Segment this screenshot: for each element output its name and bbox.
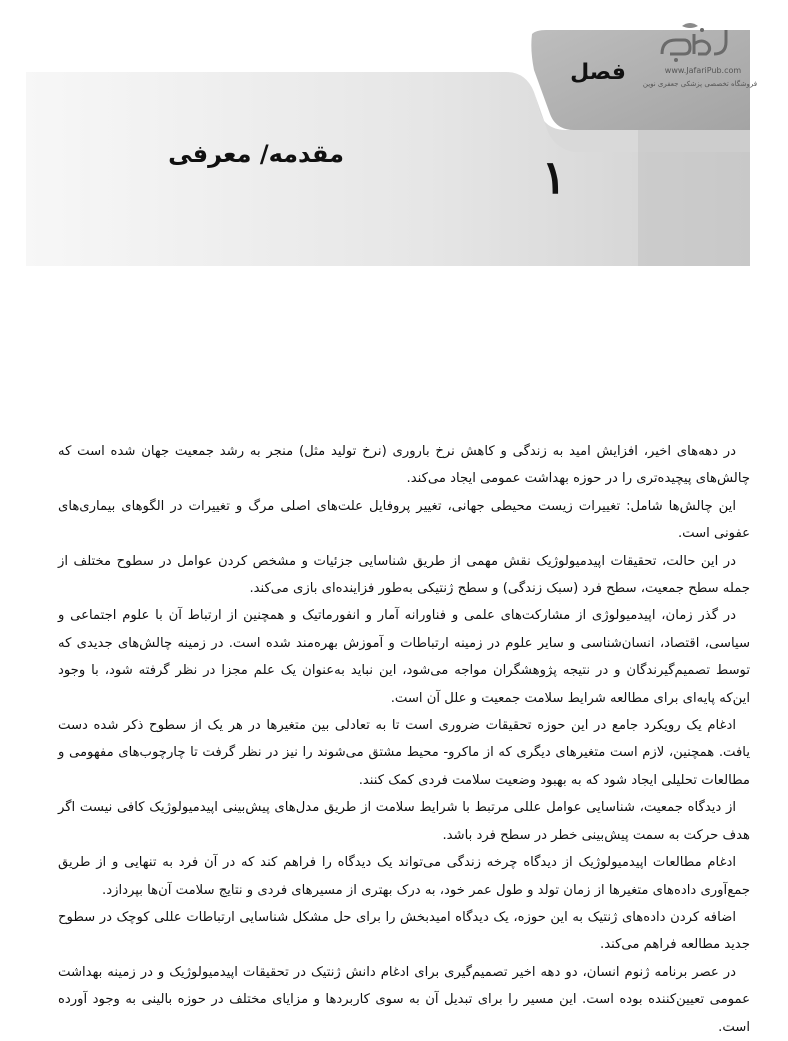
publisher-url: www.JafariPub.com xyxy=(664,66,742,75)
paragraph: از دیدگاه جمعیت، شناسایی عوامل عللی مرتبط با شرایط سلامت از طریق مدل‌های پیش‌بینی اپیدمیولوژیک کافی نیست اگر هدف حرکت به سمت پیش‌بینی خطر در سطح فرد باشد. xyxy=(58,800,750,843)
paragraph: در دهه‌های اخیر، افزایش امید به زندگی و کاهش نرخ باروری (نرخ تولید مثل) منجر به رشد جمعیت جهان شده است که چالش‌های پیچیده‌تری را در حوزه بهداشت عمومی ایجاد می‌کند. xyxy=(58,444,750,487)
paragraph: در عصر برنامه ژنوم انسان، دو دهه اخیر تصمیم‌گیری برای ادغام دانش ژنتیک در تحقیقات اپیدمیولوژیک و در زمینه بهداشت عمومی تعیین‌کننده بوده است. این مسیر را برای تبدیل آن به سوی کاربردها و مزایای مختلف در حوزه بالینی به وجود آورده است. xyxy=(58,964,750,1035)
publisher-logo xyxy=(636,20,766,100)
chapter-word: فصل xyxy=(570,60,626,85)
paragraph: اضافه کردن داده‌های ژنتیک به این حوزه، یک دیدگاه امیدبخش را برای حل مشکل شناسایی ارتباطات عللی کوچک در سطوح جدید مطالعه فراهم می‌کند. xyxy=(58,909,750,953)
paragraph: ادغام یک رویکرد جامع در این حوزه تحقیقات ضروری است تا به تعادلی بین متغیرها در هر یک از سطوح ذکر شده دست یافت. همچنین، لازم است متغیرهای دیگری که از ماکرو- محیط مشتق می‌شوند را نیز در نظر گرفت تا چارچوب‌های مفهومی و مطالعات تحلیلی ایجاد شود که به بهبود وضعیت سلامت فردی کمک کنند. xyxy=(58,718,750,788)
paragraph: در گذر زمان، اپیدمیولوژی از مشارکت‌های علمی و فناورانه آمار و انفورماتیک و همچنین از ارتباط آن با علوم اجتماعی و سیاسی، اقتصاد، انسان‌شناسی و سایر علوم در زمینه ارتباطات و آموزش بهره‌مند شده است. در زمینه چالش‌های جدیدی که توسط تصمیم‌گیرندگان و در نتیجه پژوهشگران مواجه می‌شود، این نباید به‌عنوان یک علم مجزا در نظر گرفته شود، با وجود این‌که پایه‌ای برای مطالعه شرایط سلامت جمعیت و علل آن است. xyxy=(58,608,750,706)
chapter-title: مقدمه/ معرفی xyxy=(168,140,344,168)
paragraph: در این حالت، تحقیقات اپیدمیولوژیک نقش مهمی از طریق شناسایی جزئیات و مشخص کردن عوامل در سطوح مختلف از جمله سطح جمعیت، سطح فرد (سبک زندگی) و سطح ژنتیکی به‌طور فزاینده‌ای بازی می‌کند. xyxy=(58,553,750,597)
paragraph: ادغام مطالعات اپیدمیولوژیک از دیدگاه چرخه زندگی می‌تواند یک دیدگاه را فراهم کند که در آن فرد به تنهایی و از طریق جمع‌آوری داده‌های متغیرها از زمان تولد و طول عمر خود، به درک بهتری از مسیرهای فردی و نتایج سلامت آن‌ها بپردازد. xyxy=(58,855,750,898)
chapter-number: ۱ xyxy=(541,150,567,204)
publisher-logo-mark xyxy=(654,20,734,66)
chapter-body xyxy=(58,438,750,1041)
paragraph: این چالش‌ها شامل: تغییرات زیست محیطی جهانی، تغییر پروفایل علت‌های اصلی مرگ و تغییرات در الگوهای بیماری‌های عفونی است. xyxy=(58,498,750,542)
publisher-tagline: فروشگاه تخصصی پزشکی جعفری نوین xyxy=(642,80,758,88)
